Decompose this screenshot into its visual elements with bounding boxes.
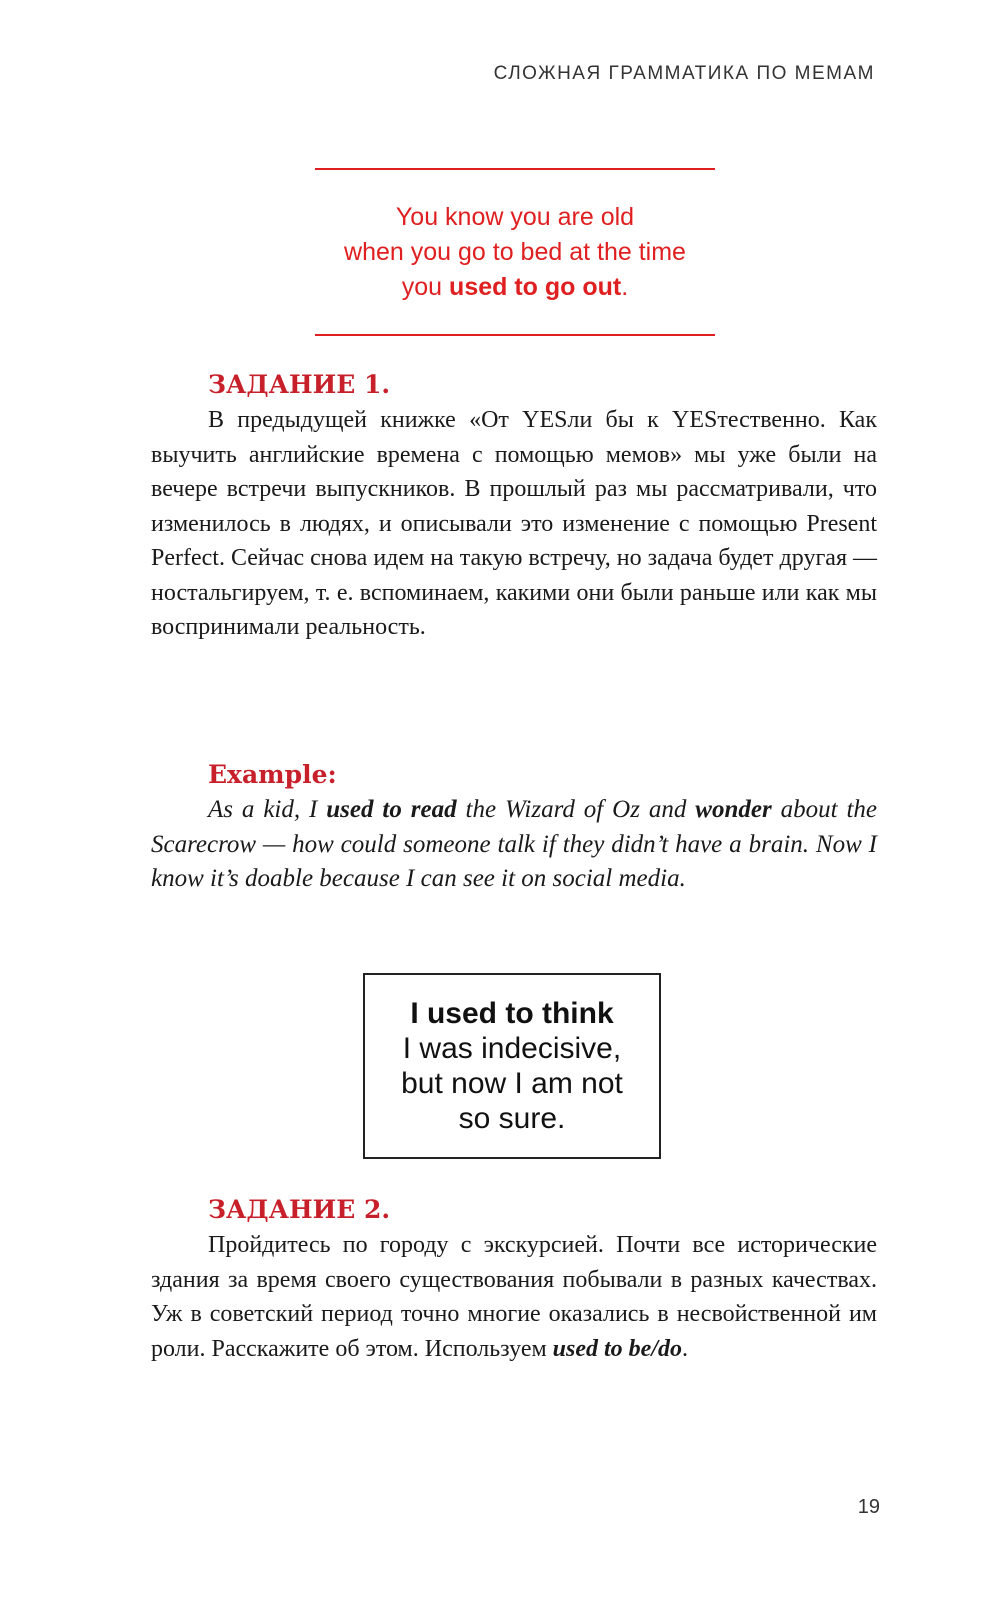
meme-text [401,996,623,1136]
task-2-text [151,1228,877,1366]
quote-emphasis: used to go out [449,273,622,301]
example-title: Example: [208,760,337,789]
quote-line-3 [315,270,715,305]
running-title: СЛОЖНАЯ ГРАММАТИКА ПО МЕМАМ [493,63,875,84]
task-2-end: . [682,1335,688,1362]
task-1-text [151,403,877,645]
task-1-title: ЗАДАНИЕ 1. [208,370,391,399]
task-2-emphasis: used to be/do [552,1335,682,1362]
bottom-rule [315,334,715,336]
meme-line-3: but now I am not [401,1067,623,1100]
meme-line-4: so sure. [458,1102,566,1135]
meme-bold-line: I used to think [410,997,614,1030]
quote-line-1: You know you are old [395,203,635,231]
example-part-1: As a kid, I [208,796,327,823]
meme-line-2: I was indecisive, [402,1032,622,1065]
quote-text [315,200,715,305]
quote-line-3-prefix: you [401,273,450,301]
task-2-body-text: Пройдитесь по городу с экскурсией. Почти все исторические здания за время своего существования побывали в разных качествах. Уж в советский период точно многие оказались в несвойственной им роли. Расскажите об этом. Используем [151,1232,877,1362]
page-number: 19 [857,1496,880,1518]
example-bold-1: used to read [326,796,457,823]
meme-line-1 [401,996,623,1031]
top-rule [315,168,715,170]
quote-block [315,168,715,336]
task-1-body: В предыдущей книжке «От YESли бы к YESтественно. Как выучить английские времена с помощью мемов» мы уже были на вечере встречи выпускников. В прошлый раз мы рассматривали, что изменилось в людях, и описывали это изменение с помощью Present Perfect. Сейчас снова идем на такую встречу, но задача будет другая — ностальгируем, т. е. вспоминаем, какими они были раньше или как мы воспринимали реальность. [151,407,877,640]
quote-line-3-suffix: . [621,273,629,301]
example-bold-2: wonder [695,796,772,823]
meme-box [363,973,661,1159]
quote-line-2: when you go to bed at the time [344,238,686,266]
task-2-title: ЗАДАНИЕ 2. [208,1195,391,1224]
example-part-3: about the Scarecrow — how could someone talk if they didn’t have a brain. Now I know it’s doable because I can see it on social media. [151,796,877,892]
task-2-body [151,1228,877,1366]
example-part-2: the Wizard of Oz and [456,796,696,823]
example-text [151,793,877,897]
